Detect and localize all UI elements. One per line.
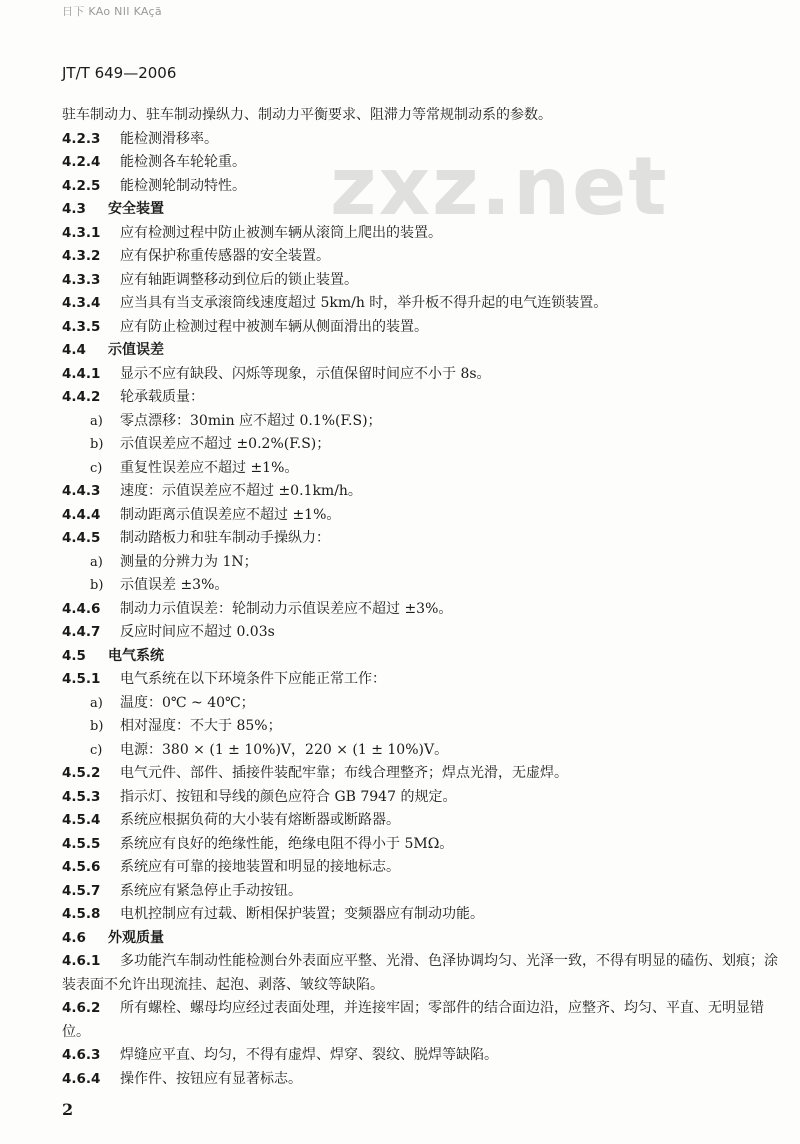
clause-number: 4.2.3 <box>62 130 101 147</box>
clause-text: 制动力示值误差：轮制动力示值误差应不超过 ±3%。 <box>120 600 453 617</box>
section-title: 示值误差 <box>108 342 164 358</box>
clause-line <box>62 598 782 622</box>
clause-text: 系统应有可靠的接地装置和明显的接地标志。 <box>120 859 400 875</box>
clause-number: 4.4.2 <box>62 389 101 405</box>
clause-number: 4.3.4 <box>62 295 101 311</box>
clause-number: 4.4.3 <box>62 483 101 499</box>
clause-text: 操作件、按钮应有显著标志。 <box>120 1070 302 1087</box>
list-item <box>62 551 782 575</box>
clause-text: 电机控制应有过载、断相保护装置；变频器应有制动功能。 <box>120 906 484 922</box>
clause-text: 应当具有当支承滚筒线速度超过 5km/h 时，举升板不得升起的电气连锁装置。 <box>120 295 608 311</box>
document-id: JT/T 649—2006 <box>62 64 177 82</box>
clause-line <box>62 950 782 997</box>
list-letter: a) <box>90 554 103 570</box>
clause-number: 4.3.5 <box>62 318 101 335</box>
clause-line <box>62 1044 782 1068</box>
clause-number: 4.5.2 <box>62 765 101 781</box>
page-number: 2 <box>62 1100 74 1119</box>
clause-text: 能检测各车轮轮重。 <box>120 154 246 170</box>
section-heading <box>62 198 782 222</box>
clause-line <box>62 292 782 316</box>
section-heading <box>62 645 782 669</box>
clause-text: 显示不应有缺段、闪烁等现象，示值保留时间应不小于 8s。 <box>120 365 491 382</box>
clause-text: 零点漂移：30min 应不超过 0.1%(F.S)； <box>120 412 382 429</box>
section-heading <box>62 927 782 951</box>
clause-line <box>62 175 782 199</box>
clause-number: 4.6.2 <box>62 1000 101 1016</box>
clause-number: 4.4 <box>62 342 86 358</box>
list-letter: b) <box>90 578 104 593</box>
clause-line <box>62 269 782 293</box>
list-letter: c) <box>90 460 103 476</box>
clause-line <box>62 997 782 1044</box>
clause-text: 应有防止检测过程中被测车辆从侧面滑出的装置。 <box>120 318 428 335</box>
list-item <box>62 692 782 716</box>
clause-number: 4.2.4 <box>62 154 101 170</box>
site-watermark: zxz.net <box>330 140 669 233</box>
clause-text: 焊缝应平直、均匀，不得有虚焊、焊穿、裂纹、脱焊等缺陷。 <box>120 1047 498 1063</box>
clause-text: 温度：0℃ ~ 40℃； <box>120 694 255 711</box>
clause-number: 4.6 <box>62 929 86 946</box>
clause-line <box>62 809 782 833</box>
clause-number: 4.3 <box>62 201 86 217</box>
clause-text: 反应时间应不超过 0.03s <box>120 624 275 640</box>
clause-number: 4.6.1 <box>62 953 101 969</box>
clause-text: 相对湿度：不大于 85%； <box>120 718 282 734</box>
clause-number: 4.3.2 <box>62 248 101 264</box>
clause-line <box>62 151 782 175</box>
clause-number: 4.5 <box>62 647 86 664</box>
clause-number: 4.6.4 <box>62 1070 101 1087</box>
clause-number: 4.4.5 <box>62 530 101 546</box>
clause-text: 能检测滑移率。 <box>120 130 218 147</box>
list-item <box>62 574 782 598</box>
clause-line <box>62 762 782 786</box>
clause-text: 电源：380 × (1 ± 10%)V，220 × (1 ± 10%)V。 <box>120 741 449 758</box>
clause-number: 4.4.7 <box>62 624 101 640</box>
clause-line <box>62 222 782 246</box>
list-item <box>62 739 782 763</box>
clause-text: 系统应根据负荷的大小装有熔断器或断路器。 <box>120 812 400 828</box>
clause-number: 4.5.8 <box>62 906 101 922</box>
list-item <box>62 433 782 457</box>
clause-text: 示值误差应不超过 ±0.2%(F.S)； <box>120 436 331 452</box>
clause-line <box>62 786 782 810</box>
clause-text: 系统应有紧急停止手动按钮。 <box>120 882 302 899</box>
clause-line <box>62 104 782 128</box>
clause-number: 4.5.1 <box>62 671 101 687</box>
clause-text: 速度：示值误差应不超过 ±0.1km/h。 <box>120 483 362 499</box>
section-title: 外观质量 <box>108 929 164 946</box>
clause-line <box>62 504 782 528</box>
clause-number: 4.6.3 <box>62 1047 101 1063</box>
clause-text: 电气元件、部件、插接件装配牢靠；布线合理整齐；焊点光滑，无虚焊。 <box>120 765 568 781</box>
clause-text: 指示灯、按钮和导线的颜色应符合 GB 7947 的规定。 <box>120 788 457 805</box>
clause-text: 系统应有良好的绝缘性能，绝缘电阻不得小于 5MΩ。 <box>120 835 454 852</box>
clause-text: 电气系统在以下环境条件下应能正常工作： <box>120 671 386 687</box>
clause-line <box>62 1068 782 1092</box>
clause-text: 示值误差 ±3%。 <box>120 577 229 593</box>
header-watermark: 日下 KAo NII KAçã <box>62 5 162 18</box>
clause-text: 驻车制动力、驻车制动操纵力、制动力平衡要求、阻滞力等常规制动系的参数。 <box>62 107 552 123</box>
clause-number: 4.3.1 <box>62 224 101 241</box>
list-letter: a) <box>90 413 103 429</box>
clause-line <box>62 668 782 692</box>
section-heading <box>62 339 782 363</box>
clause-number: 4.4.4 <box>62 506 101 523</box>
section-title: 电气系统 <box>108 647 164 664</box>
clause-text: 多功能汽车制动性能检测台外表面应平整、光滑、色泽协调均匀、光泽一致，不得有明显的磕伤、划痕；涂装表面不允许出现流挂、起泡、剥落、皱纹等缺陷。 <box>62 953 778 993</box>
clause-text: 应有保护称重传感器的安全装置。 <box>120 248 330 264</box>
clause-number: 4.5.5 <box>62 835 101 852</box>
clause-text: 重复性误差应不超过 ±1%。 <box>120 459 299 476</box>
list-letter: b) <box>90 437 104 452</box>
clause-line <box>62 856 782 880</box>
clause-line <box>62 903 782 927</box>
clause-line <box>62 880 782 904</box>
section-title: 安全装置 <box>108 201 164 217</box>
clause-text: 轮承载质量： <box>120 389 204 405</box>
list-item <box>62 457 782 481</box>
clause-number: 4.2.5 <box>62 177 101 194</box>
clause-line <box>62 833 782 857</box>
clause-text: 制动距离示值误差应不超过 ±1%。 <box>120 506 341 523</box>
clause-line <box>62 480 782 504</box>
clause-line <box>62 363 782 387</box>
clause-line <box>62 621 782 645</box>
list-item <box>62 410 782 434</box>
document-body <box>62 104 782 1091</box>
clause-number: 4.3.3 <box>62 271 101 288</box>
clause-text: 应有检测过程中防止被测车辆从滚筒上爬出的装置。 <box>120 224 442 241</box>
list-letter: b) <box>90 719 104 734</box>
clause-number: 4.5.7 <box>62 882 101 899</box>
clause-number: 4.5.6 <box>62 859 101 875</box>
clause-line <box>62 386 782 410</box>
clause-text: 所有螺栓、螺母均应经过表面处理，并连接牢固；零部件的结合面边沿，应整齐、均匀、平直、无明显错位。 <box>62 1000 764 1040</box>
clause-line <box>62 316 782 340</box>
clause-line <box>62 527 782 551</box>
clause-number: 4.4.1 <box>62 365 101 382</box>
clause-number: 4.4.6 <box>62 600 101 617</box>
clause-text: 测量的分辨力为 1N； <box>120 553 258 570</box>
clause-line <box>62 128 782 152</box>
clause-number: 4.5.3 <box>62 788 101 805</box>
clause-text: 制动踏板力和驻车制动手操纵力： <box>120 530 330 546</box>
clause-line <box>62 245 782 269</box>
clause-text: 能检测轮制动特性。 <box>120 177 246 194</box>
clause-text: 应有轴距调整移动到位后的锁止装置。 <box>120 271 358 288</box>
clause-number: 4.5.4 <box>62 812 101 828</box>
list-item <box>62 715 782 739</box>
list-letter: a) <box>90 695 103 711</box>
list-letter: c) <box>90 742 103 758</box>
